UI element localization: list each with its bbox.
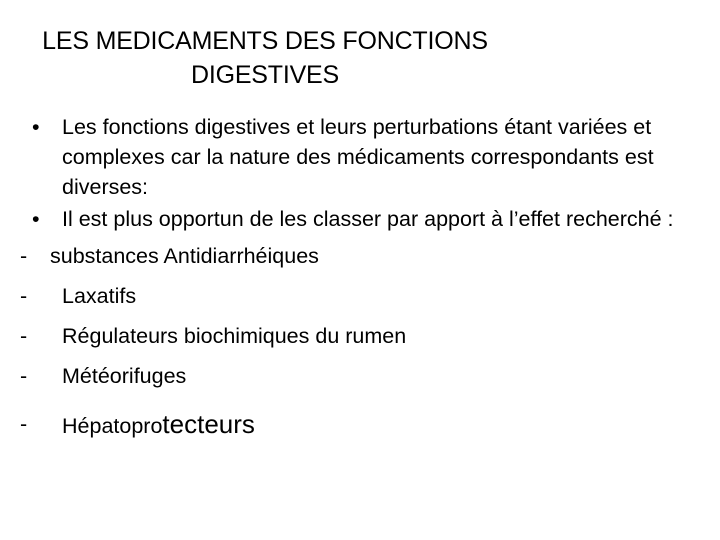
- dash-mark: -: [20, 324, 28, 348]
- list-item-text: [62, 404, 255, 446]
- bullet-text: Les fonctions digestives et leurs perturbations étant variées et complexes car la nature des médicaments correspondants est diverses:: [62, 115, 654, 199]
- dash-mark: -: [20, 364, 28, 388]
- slide-title-line-2: DIGESTIVES: [190, 61, 340, 89]
- list-item: [20, 236, 700, 276]
- bullet-item: [20, 112, 700, 202]
- slide-title-line-1: LES MEDICAMENTS DES FONCTIONS: [42, 27, 488, 55]
- list-item-text-small: Hépatopro: [62, 414, 163, 438]
- bullet-item: [20, 204, 700, 234]
- bullet-mark: •: [32, 115, 40, 139]
- list-item-text: Régulateurs biochimiques du rumen: [62, 324, 407, 348]
- dash-mark: -: [20, 284, 28, 308]
- bullet-mark: •: [32, 207, 40, 231]
- list-item: [20, 276, 700, 316]
- bullet-text: Il est plus opportun de les classer par apport à l’effet recherché :: [62, 207, 674, 231]
- slide-title: [0, 24, 530, 92]
- slide-body: [20, 112, 700, 444]
- list-item: [20, 356, 700, 396]
- list-item: [20, 316, 700, 356]
- dash-mark: -: [20, 244, 28, 268]
- list-item-text-large: tecteurs: [162, 409, 255, 439]
- list-item-text: Laxatifs: [62, 284, 137, 308]
- list-item: [20, 404, 700, 444]
- list-item-text: substances Antidiarrhéiques: [50, 244, 319, 268]
- list-item-text: Météorifuges: [62, 364, 187, 388]
- dash-mark: -: [20, 412, 28, 436]
